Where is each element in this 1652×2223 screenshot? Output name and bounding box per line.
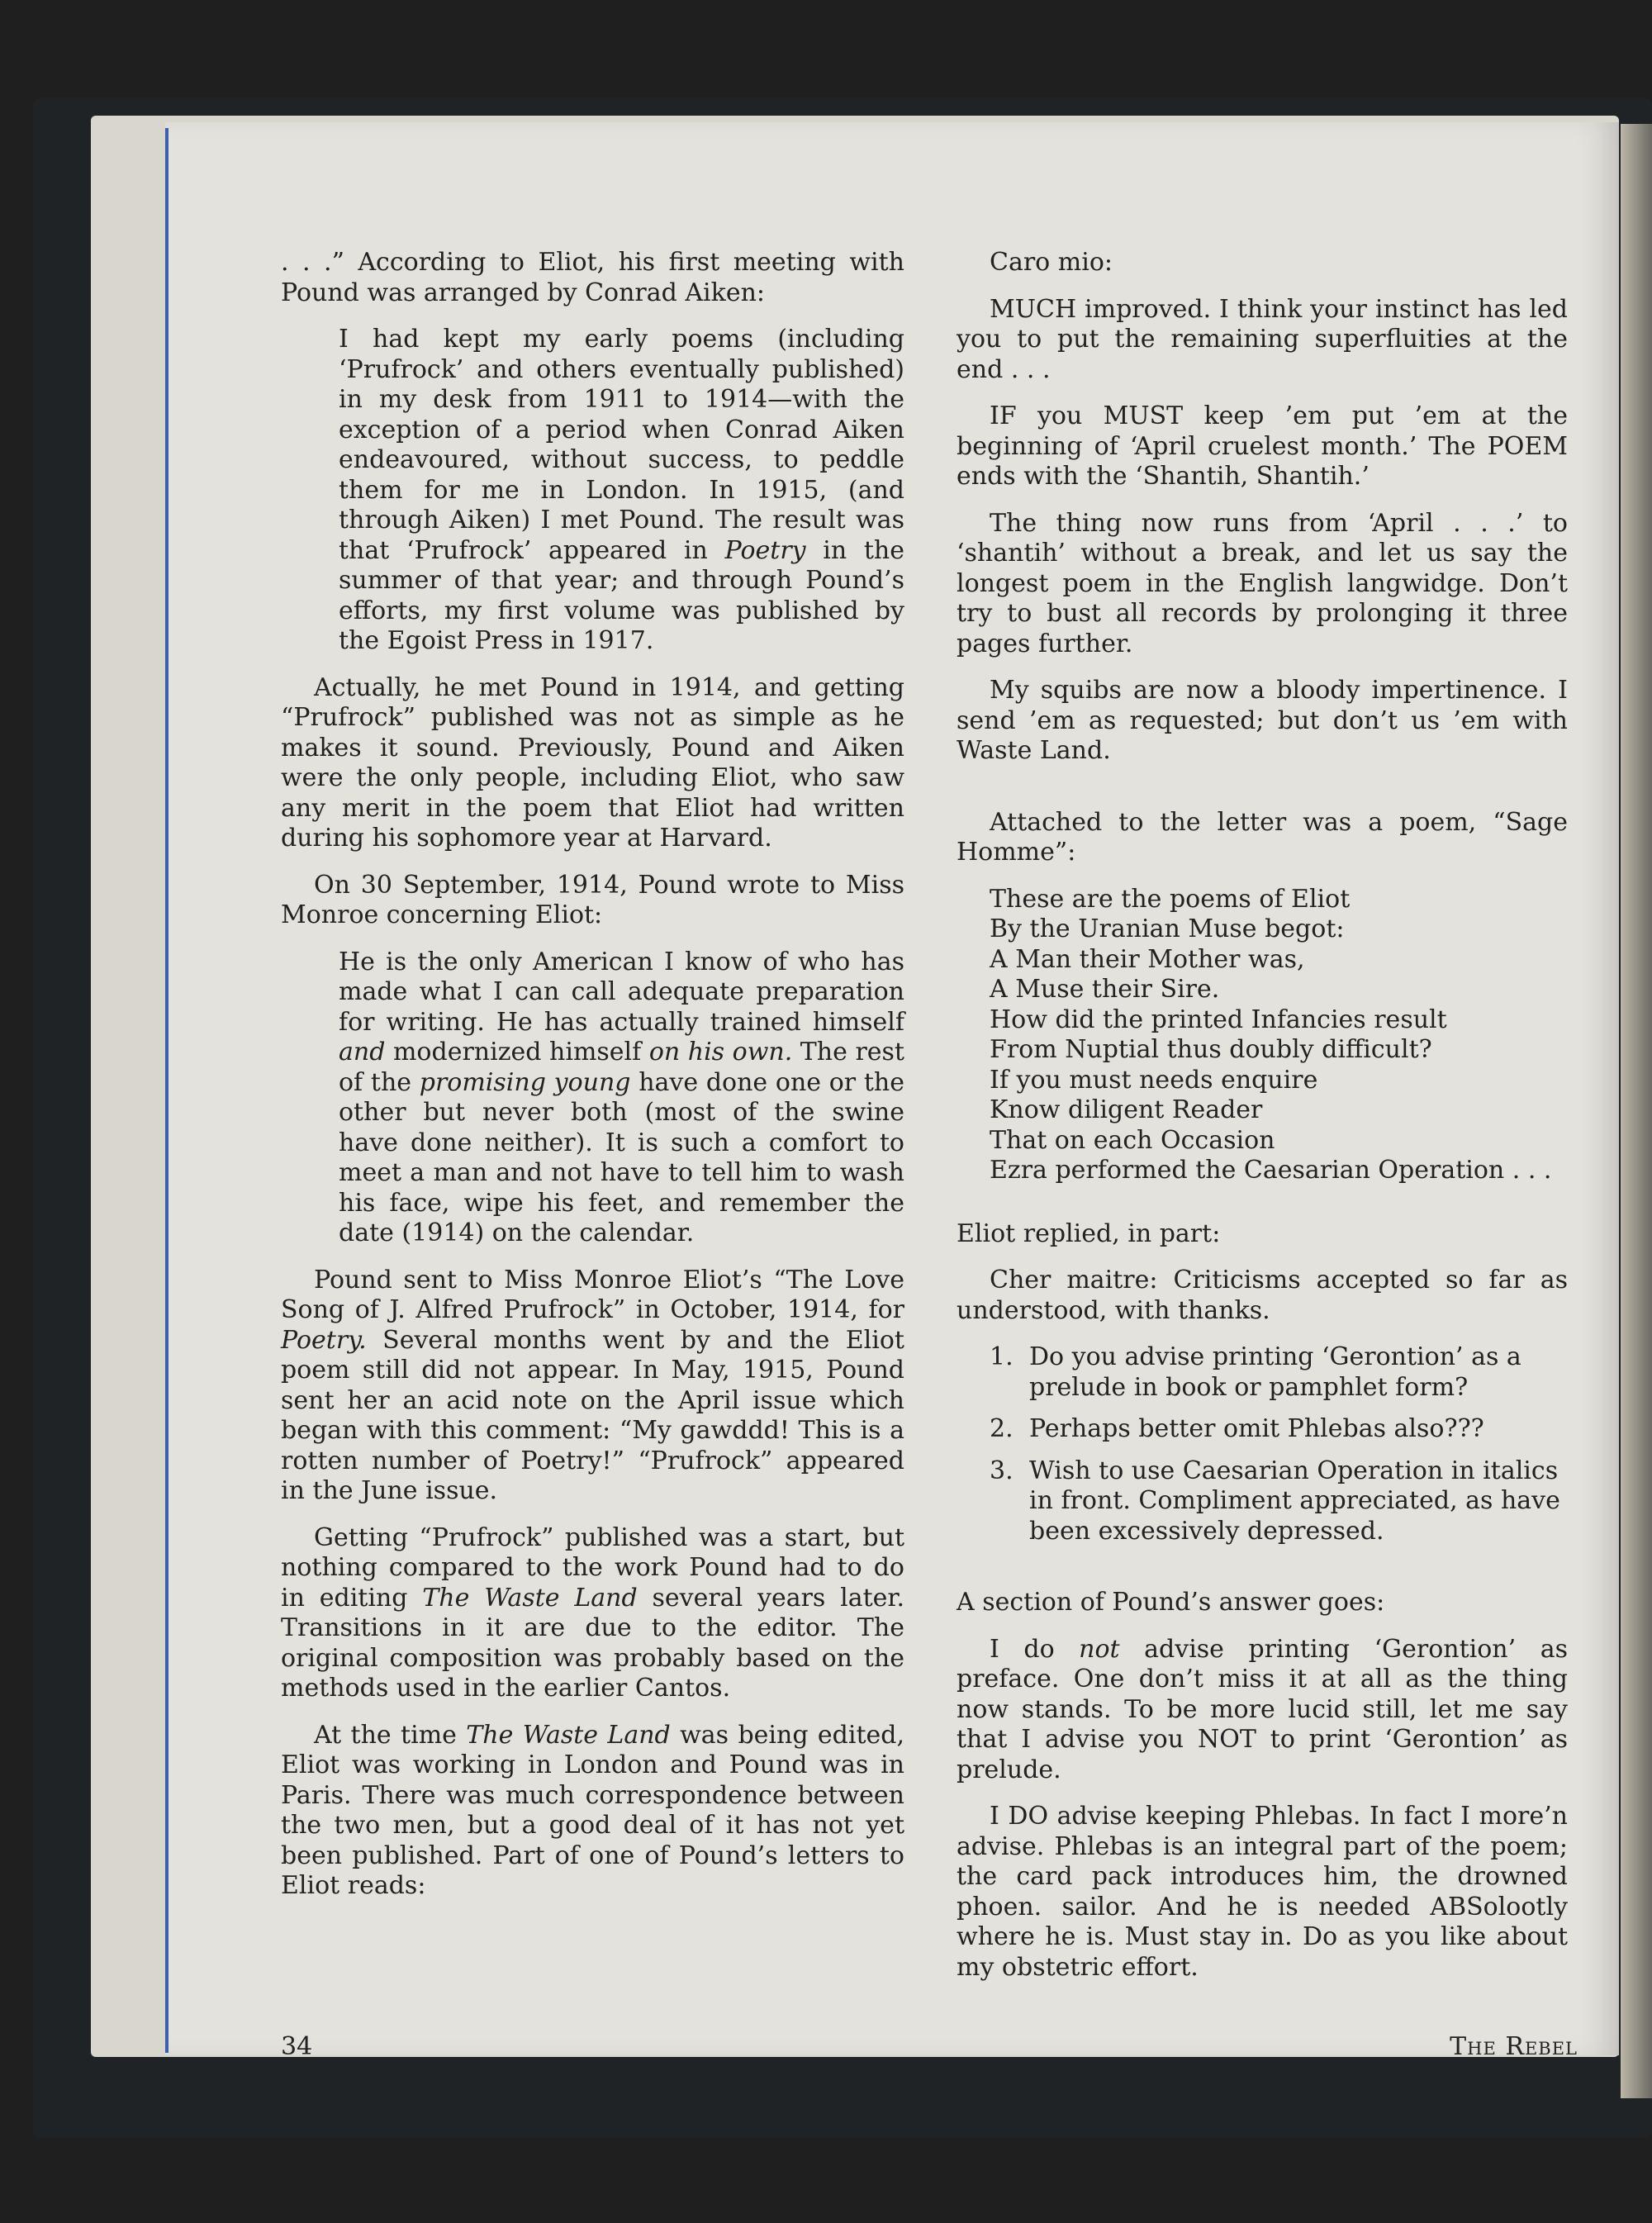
right-column (957, 248, 1568, 1999)
paragraph: On 30 September, 1914, Pound wrote to Miss Monroe concerning Eliot: (281, 870, 904, 929)
paragraph: Eliot replied, in part: (957, 1218, 1221, 1248)
paragraph: Pound sent to Miss Monroe Eliot’s “The Love Song of J. Alfred Prufrock” in October, 1914, for Poetry. Several months went by and the Eliot poem still did not appear. In May, 1915, Pound sent her an acid note on the April issue which began with this comment: “My gawddd! This is a rotten number of Poetry!” “Prufrock” appeared in the June issue. (281, 1265, 904, 1505)
poem-line: Know diligent Reader (990, 1095, 1263, 1124)
paragraph: A section of Pound’s answer goes: (957, 1588, 1385, 1617)
list-item: 1. Do you advise printing ‘Gerontion’ as a prelude in book or pamphlet form? (990, 1342, 1521, 1402)
letter-salutation: Caro mio: (990, 248, 1113, 277)
letter-paragraph: MUCH improved. I think your instinct has led you to put the remaining superfluities at the end . . . (957, 294, 1568, 384)
poem-line: If you must needs enquire (990, 1065, 1318, 1095)
poem-line: That on each Occasion (990, 1125, 1275, 1155)
letter-paragraph: I do not advise printing ‘Gerontion’ as preface. One don’t miss it at all as the thing now stands. To be more lucid still, let me say that I advise you NOT to print ‘Gerontion’ as prelude. (957, 1634, 1568, 1784)
poem-line: A Muse their Sire. (990, 975, 1220, 1004)
left-column (281, 248, 904, 1918)
letter-paragraph: My squibs are now a bloody impertinence. I send ’em as requested; but don’t us ’em with Waste Land. (957, 676, 1568, 765)
quote-paragraph: He is the only American I know of who has made what I can call adequate preparation for writing. He has actually trained himself and modernized himself on his own. The rest of the promising young have done one or the other but never both (most of the swine have done neither). It is such a comfort to meet a man and not have to tell him to wash his face, wipe his feet, and remember the date (1914) on the calendar. (339, 947, 904, 1247)
paragraph: Getting “Prufrock” published was a start, but nothing compared to the work Pound had to do in editing The Waste Land several years later. Transitions in it are due to the editor. The original composition was probably based on the methods used in the earlier Cantos. (281, 1522, 905, 1703)
paragraph: Attached to the letter was a poem, “Sage Homme”: (957, 807, 1568, 867)
question-list (990, 1342, 1568, 1546)
page-number: 34 (281, 2032, 313, 2061)
list-item: 3. Wish to use Caesarian Operation in italics in front. Compliment appreciated, as have been excessively depressed. (990, 1456, 1560, 1546)
poem-line: These are the poems of Eliot (990, 884, 1351, 914)
paragraph: . . .” According to Eliot, his first meeting with Pound was arranged by Conrad Aiken: (281, 248, 904, 307)
block-quote (339, 948, 904, 1249)
list-item: 2. Perhaps better omit Phlebas also??? (990, 1414, 1484, 1443)
poem-line: By the Uranian Muse begot: (990, 914, 1345, 943)
quote-paragraph: I had kept my early poems (including ‘Prufrock’ and others eventually published) in my desk from 1911 to 1914—with the exception of a period when Conrad Aiken endeavoured, without success, to peddle them for me in London. In 1915, (and through Aiken) I met Pound. The result was that ‘Prufrock’ appeared in Poetry in the summer of that year; and through Pound’s efforts, my first volume was published by the Egoist Press in 1917. (339, 325, 904, 655)
paragraph: At the time The Waste Land was being edited, Eliot was working in London and Pound was in Paris. There was much correspondence between the two men, but a good deal of it has not yet been published. Part of one of Pound’s letters to Eliot reads: (281, 1720, 904, 1900)
poem-sage-homme (990, 885, 1568, 1186)
poem-line: How did the printed Infancies result (990, 1005, 1447, 1034)
letter-paragraph: I DO advise keeping Phlebas. In fact I more’n advise. Phlebas is an integral part of the poem; the card pack introduces him, the drowned phoen. sailor. And he is needed ABSolootly where he is. Must stay in. Do as you like about my obstetric effort. (957, 1802, 1568, 1982)
letter-paragraph: Cher maitre: Criticisms accepted so far as understood, with thanks. (957, 1266, 1568, 1325)
letter-paragraph: The thing now runs from ‘April . . .’ to ‘shantih’ without a break, and let us say the longest poem in the English langwidge. Don’t try to bust all records by prolonging it three pages further. (957, 508, 1568, 658)
letter-paragraph: IF you MUST keep ’em put ’em at the beginning of ‘April cruelest month.’ The POEM ends with the ‘Shantih, Shantih.’ (957, 401, 1568, 491)
paragraph: Actually, he met Pound in 1914, and getting “Prufrock” published was not as simple as he makes it sound. Previously, Pound and Aiken were the only people, including Eliot, who saw any merit in the poem that Eliot had written during his sophomore year at Harvard. (281, 672, 904, 853)
poem-line: From Nuptial thus doubly difficult? (990, 1035, 1432, 1064)
running-head: The Rebel (1450, 2032, 1578, 2061)
facing-page-edge (1621, 124, 1652, 2098)
poem-line: A Man their Mother was, (990, 944, 1305, 974)
page-edge-mark (165, 128, 169, 2053)
block-quote (339, 325, 904, 657)
poem-line: Ezra performed the Caesarian Operation . . . (990, 1156, 1552, 1185)
